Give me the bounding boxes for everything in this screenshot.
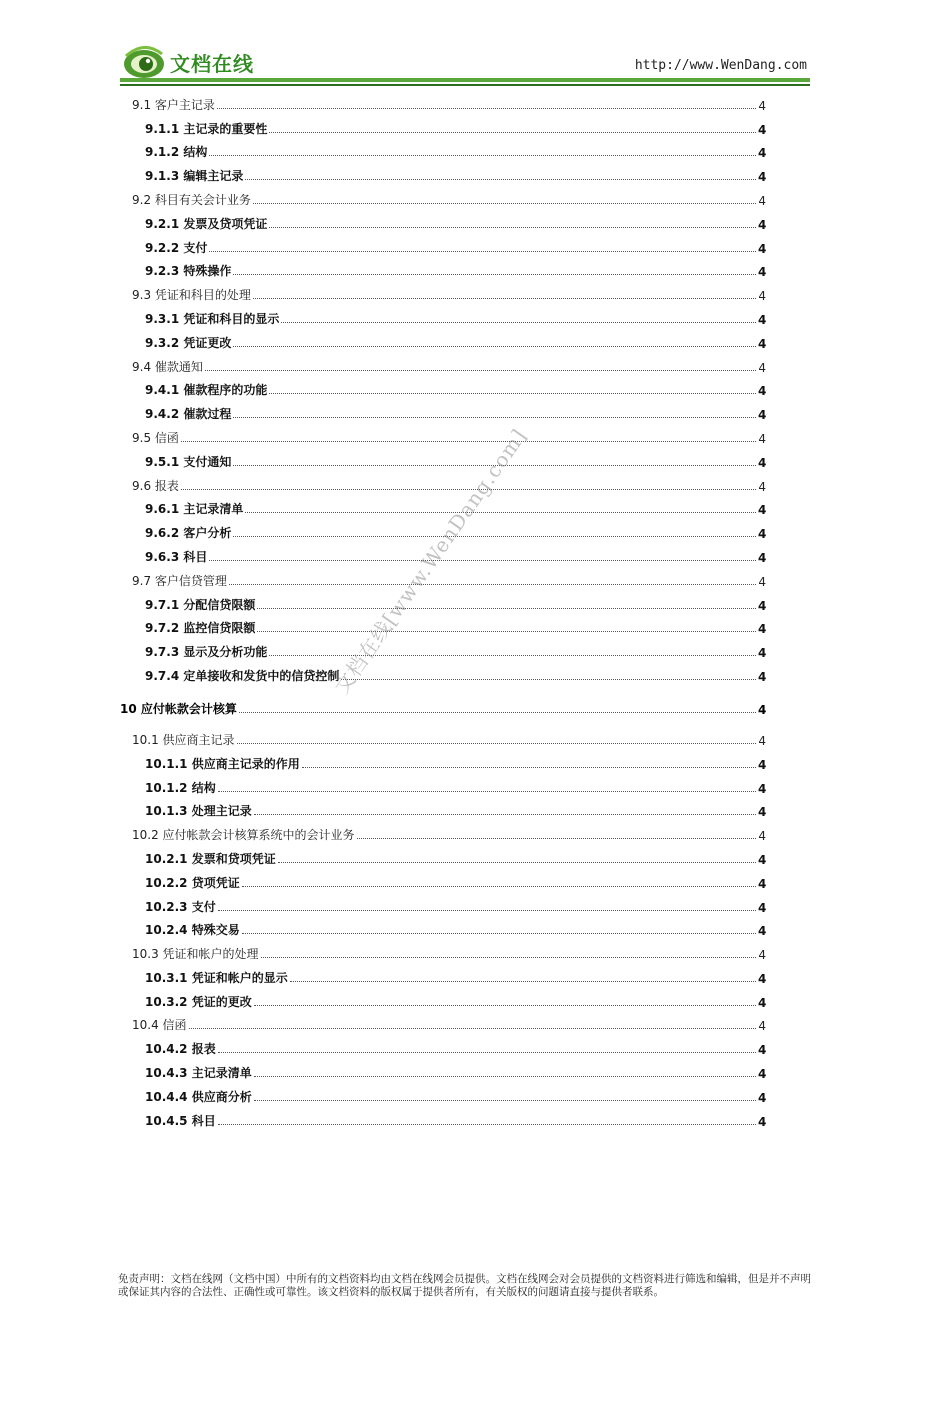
toc-dot-leader (341, 678, 756, 680)
toc-entry-title: 9.2.3 特殊操作 (145, 264, 232, 279)
toc-dot-leader (233, 416, 756, 418)
toc-entry-title: 10.1 供应商主记录 (132, 732, 235, 747)
toc-dot-leader (254, 813, 756, 815)
toc-dot-leader (269, 131, 756, 133)
toc-entry-page: 4 (758, 336, 767, 351)
toc-dot-leader (218, 790, 756, 792)
toc-dot-leader (269, 654, 756, 656)
toc-entry-title: 9.2.2 支付 (145, 240, 208, 255)
toc-entry-title: 10.3.2 凭证的更改 (145, 994, 252, 1009)
toc-entry-page: 4 (758, 900, 767, 915)
toc-entry-title: 9.4.1 催款程序的功能 (145, 383, 268, 398)
toc-entry-page: 4 (758, 170, 767, 185)
toc-entry[interactable] (118, 92, 766, 116)
toc-entry-page: 4 (758, 289, 766, 304)
toc-entry-page: 4 (758, 431, 766, 446)
toc-entry-title: 10.4.3 主记录清单 (145, 1066, 252, 1081)
toc-entry[interactable] (118, 568, 766, 592)
toc-entry-title: 10.2.2 贷项凭证 (145, 875, 240, 890)
toc-entry-title: 9.5 信函 (132, 430, 179, 445)
toc-entry-title: 9.4 催款通知 (132, 359, 203, 374)
toc-entry[interactable] (118, 822, 766, 846)
toc-entry-page: 4 (758, 1019, 766, 1034)
toc-entry[interactable] (118, 720, 766, 751)
toc-dot-leader (205, 369, 756, 371)
toc-entry[interactable] (118, 306, 766, 330)
toc-dot-leader (218, 1051, 756, 1053)
toc-entry-title: 10.1.2 结构 (145, 780, 216, 795)
logo-text: 文档在线 (170, 52, 254, 76)
toc-entry[interactable] (118, 187, 766, 211)
toc-entry[interactable] (118, 473, 766, 497)
toc-entry-title: 9.6.1 主记录清单 (145, 502, 244, 517)
watermark: 文档在线[www.WenDang.com] (329, 424, 532, 699)
toc-entry-title: 10.4 信函 (132, 1018, 187, 1033)
toc-entry-page: 4 (758, 924, 767, 939)
toc-dot-leader (253, 297, 756, 299)
toc-entry-page: 4 (758, 146, 767, 161)
toc-entry[interactable] (118, 941, 766, 965)
header-divider (120, 78, 810, 82)
toc-entry[interactable] (118, 330, 766, 354)
toc-dot-leader (257, 607, 756, 609)
toc-entry-page: 4 (758, 781, 767, 796)
toc-entry[interactable] (118, 894, 766, 918)
toc-entry-title: 9.1.1 主记录的重要性 (145, 121, 268, 136)
toc-entry-title: 10.3.1 凭证和帐户的显示 (145, 970, 288, 985)
toc-entry-title: 9.7.1 分配信贷限额 (145, 597, 256, 612)
toc-entry-title: 9.7.3 显示及分析功能 (145, 645, 268, 660)
toc-entry[interactable] (118, 918, 766, 942)
toc-entry[interactable] (118, 775, 766, 799)
toc-dot-leader (209, 559, 756, 561)
toc-entry[interactable] (118, 1060, 766, 1084)
toc-entry-title: 9.2.1 发票及贷项凭证 (145, 216, 268, 231)
toc-entry[interactable] (118, 846, 766, 870)
toc-entry[interactable] (118, 639, 766, 663)
toc-entry-title: 9.4.2 催款过程 (145, 407, 232, 422)
toc-entry[interactable] (118, 425, 766, 449)
toc-dot-leader (209, 250, 756, 252)
toc-entry-page: 4 (758, 241, 767, 256)
toc-entry-title: 9.6.3 科目 (145, 549, 208, 564)
toc-entry-title: 9.3.2 凭证更改 (145, 335, 232, 350)
toc-entry-title: 9.7.2 监控信贷限额 (145, 621, 256, 636)
toc-dot-leader (233, 535, 756, 537)
toc-dot-leader (254, 1075, 756, 1077)
toc-entry-page: 4 (758, 876, 767, 891)
toc-entry-title: 10.3 凭证和帐户的处理 (132, 947, 259, 962)
toc-entry-page: 4 (758, 948, 766, 963)
header-url-link[interactable]: http://www.WenDang.com (634, 58, 807, 73)
toc-entry[interactable] (118, 163, 766, 187)
toc-entry-title: 9.5.1 支付通知 (145, 454, 232, 469)
toc-entry-title: 10.2.1 发票和贷项凭证 (145, 851, 276, 866)
toc-entry[interactable] (118, 354, 766, 378)
toc-dot-leader (209, 154, 756, 156)
toc-entry-title: 9.3 凭证和科目的处理 (132, 288, 251, 303)
toc-dot-leader (239, 711, 756, 713)
toc-entry-page: 4 (758, 574, 766, 589)
toc-entry-page: 4 (758, 503, 767, 518)
toc-entry[interactable] (118, 989, 766, 1013)
toc-entry-page: 4 (758, 360, 766, 375)
toc-dot-leader (261, 956, 756, 958)
toc-entry[interactable] (118, 1013, 766, 1037)
toc-entry-page: 4 (758, 408, 767, 423)
toc-entry-page: 4 (758, 479, 766, 494)
toc-entry-page: 4 (758, 669, 767, 684)
toc-dot-leader (242, 885, 756, 887)
toc-entry-title: 10.1.1 供应商主记录的作用 (145, 756, 300, 771)
toc-dot-leader (257, 630, 756, 632)
toc-entry-page: 4 (758, 622, 767, 637)
toc-dot-leader (281, 321, 756, 323)
toc-dot-leader (269, 226, 756, 228)
toc-entry[interactable] (118, 751, 766, 775)
toc-dot-leader (218, 909, 756, 911)
toc-dot-leader (254, 1004, 756, 1006)
toc-entry-page: 4 (758, 193, 766, 208)
toc-entry-page: 4 (758, 829, 766, 844)
toc-entry[interactable] (118, 616, 766, 640)
toc-entry-title: 9.6 报表 (132, 478, 179, 493)
toc-entry-page: 4 (758, 265, 767, 280)
toc-entry-page: 4 (758, 646, 767, 661)
toc-dot-leader (290, 980, 756, 982)
toc-entry[interactable] (118, 687, 766, 720)
toc-entry-page: 4 (758, 1067, 767, 1082)
toc-dot-leader (254, 1099, 756, 1101)
toc-entry[interactable] (118, 1084, 766, 1108)
toc-entry-page: 4 (758, 598, 767, 613)
toc-entry-page: 4 (758, 527, 767, 542)
toc-dot-leader (181, 440, 756, 442)
toc-entry[interactable] (118, 799, 766, 823)
toc-dot-leader (237, 742, 756, 744)
toc-entry[interactable] (118, 259, 766, 283)
toc-entry-page: 4 (758, 455, 767, 470)
toc-dot-leader (245, 178, 756, 180)
toc-dot-leader (357, 837, 756, 839)
toc-entry-page: 4 (758, 1043, 767, 1058)
toc-entry[interactable] (118, 140, 766, 164)
toc-dot-leader (217, 107, 756, 109)
toc-dot-leader (278, 861, 756, 863)
toc-entry-title: 9.7 客户信贷管理 (132, 573, 227, 588)
toc-entry[interactable] (118, 592, 766, 616)
toc-entry-title: 9.1.2 结构 (145, 145, 208, 160)
toc-entry[interactable] (118, 116, 766, 140)
toc-entry[interactable] (118, 449, 766, 473)
toc-dot-leader (242, 932, 756, 934)
toc-entry-title: 10.4.2 报表 (145, 1042, 216, 1057)
toc-dot-leader (253, 202, 756, 204)
toc-dot-leader (189, 1027, 756, 1029)
toc-entry-title: 10.2.3 支付 (145, 899, 216, 914)
toc-entry[interactable] (118, 663, 766, 687)
toc-entry[interactable] (118, 1036, 766, 1060)
toc-entry-title: 10.4.5 科目 (145, 1113, 216, 1128)
table-of-contents (118, 92, 766, 1132)
toc-entry-title: 10.2 应付帐款会计核算系统中的会计业务 (132, 828, 355, 843)
toc-entry-title: 9.7.4 定单接收和发货中的信贷控制 (145, 668, 340, 683)
toc-entry-page: 4 (758, 995, 767, 1010)
toc-entry[interactable] (118, 965, 766, 989)
toc-entry-page: 4 (758, 852, 767, 867)
toc-entry-page: 4 (758, 1090, 767, 1105)
toc-dot-leader (229, 583, 756, 585)
toc-entry-title: 9.1 客户主记录 (132, 97, 215, 112)
logo-eye-icon (122, 42, 166, 82)
toc-dot-leader (233, 273, 756, 275)
toc-entry[interactable] (118, 401, 766, 425)
toc-dot-leader (233, 345, 756, 347)
toc-dot-leader (302, 766, 756, 768)
toc-entry-title: 10 应付帐款会计核算 (120, 701, 237, 716)
header-divider-thin (120, 84, 810, 86)
toc-dot-leader (245, 511, 756, 513)
toc-entry-page: 4 (758, 757, 767, 772)
toc-entry[interactable] (118, 378, 766, 402)
toc-entry-title: 10.1.3 处理主记录 (145, 804, 252, 819)
toc-entry-page: 4 (758, 550, 767, 565)
toc-entry-title: 9.1.3 编辑主记录 (145, 169, 244, 184)
toc-entry-page: 4 (758, 971, 767, 986)
toc-entry[interactable] (118, 870, 766, 894)
toc-entry-page: 4 (758, 98, 766, 113)
toc-entry-title: 10.4.4 供应商分析 (145, 1089, 252, 1104)
toc-entry[interactable] (118, 1108, 766, 1132)
toc-entry-title: 9.3.1 凭证和科目的显示 (145, 311, 280, 326)
toc-entry-title: 10.2.4 特殊交易 (145, 923, 240, 938)
toc-entry-title: 9.2 科目有关会计业务 (132, 192, 251, 207)
toc-entry-title: 9.6.2 客户分析 (145, 526, 232, 541)
toc-entry-page: 4 (758, 805, 767, 820)
toc-entry-page: 4 (758, 122, 767, 137)
toc-entry[interactable] (118, 235, 766, 259)
toc-entry-page: 4 (758, 1114, 767, 1129)
toc-entry-page: 4 (758, 312, 767, 327)
toc-dot-leader (269, 392, 756, 394)
toc-entry[interactable] (118, 282, 766, 306)
toc-entry-page: 4 (758, 384, 767, 399)
toc-dot-leader (218, 1123, 756, 1125)
toc-entry-page: 4 (758, 733, 766, 748)
page-header (0, 0, 950, 92)
toc-entry-page: 4 (758, 702, 767, 717)
toc-entry-page: 4 (758, 217, 767, 232)
disclaimer-footer: 免责声明：文档在线网（文档中国）中所有的文档资料均由文档在线网会员提供。文档在线网会对会员提供的文档资料进行筛选和编辑，但是并不声明或保证其内容的合法性、正确性或可靠性。该文档资料的版权属于提供者所有，有关版权的问题请直接与提供者联系。 (118, 1273, 811, 1298)
toc-entry[interactable] (118, 211, 766, 235)
